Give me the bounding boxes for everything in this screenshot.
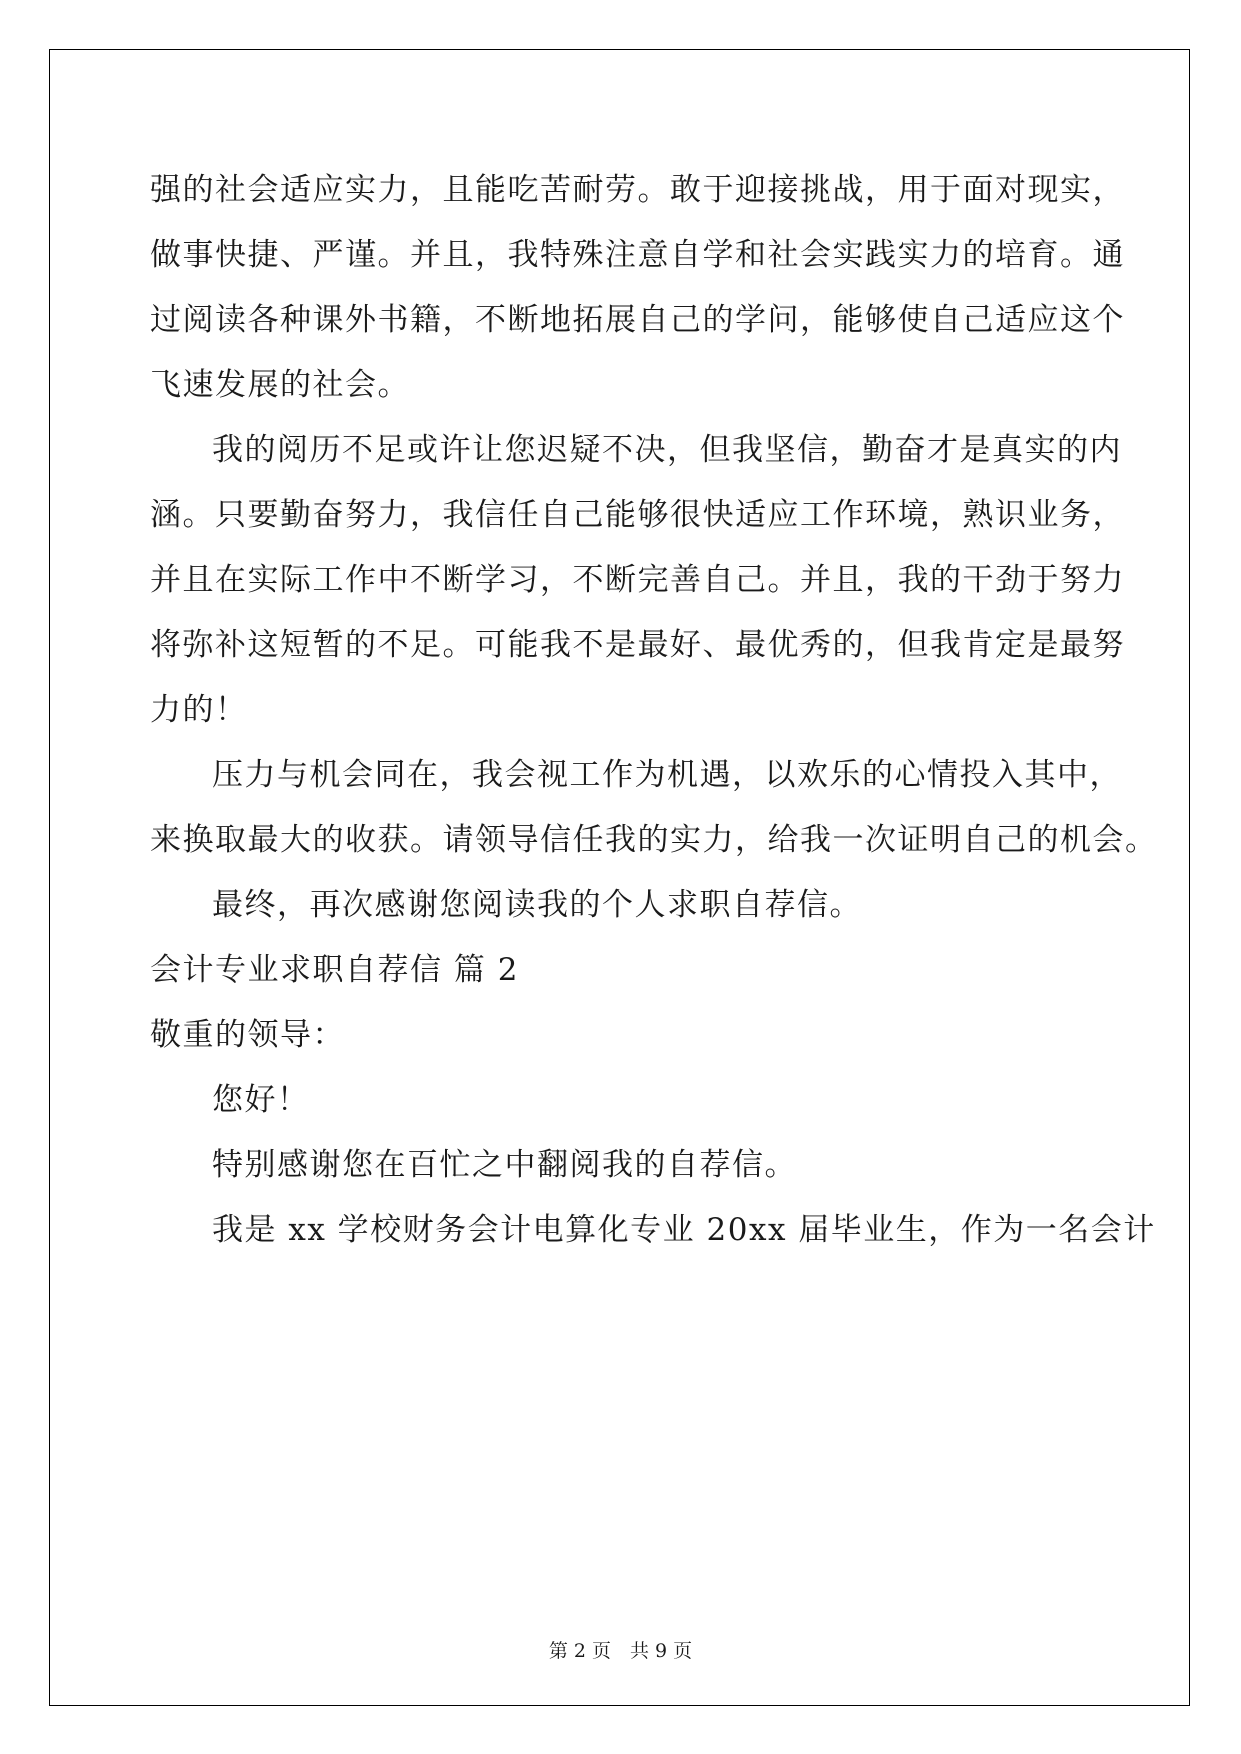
text-line: 来换取最大的收获。请领导信任我的实力，给我一次证明自己的机会。: [150, 822, 1158, 858]
paragraph-start-line: 我的阅历不足或许让您迟疑不决，但我坚信，勤奋才是真实的内: [212, 432, 1122, 468]
text-line: 将弥补这短暂的不足。可能我不是最好、最优秀的，但我肯定是最努: [150, 627, 1125, 663]
text-line: 强的社会适应实力，且能吃苦耐劳。敢于迎接挑战，用于面对现实，: [150, 172, 1125, 208]
paragraph-start-line: 我是 xx 学校财务会计电算化专业 20xx 届毕业生，作为一名会计: [212, 1212, 1156, 1248]
text-line: 涵。只要勤奋努力，我信任自己能够很快适应工作环境，熟识业务，: [150, 497, 1125, 533]
greeting: 您好！: [212, 1082, 310, 1118]
text-line: 过阅读各种课外书籍，不断地拓展自己的学问，能够使自己适应这个: [150, 302, 1125, 338]
document-body: [150, 158, 1158, 1263]
text-line: 并且在实际工作中不断学习，不断完善自己。并且，我的干劲于努力: [150, 562, 1125, 598]
text-line: 做事快捷、严谨。并且，我特殊注意自学和社会实践实力的培育。通: [150, 237, 1125, 273]
text-line: 飞速发展的社会。: [150, 367, 410, 403]
paragraph-start-line: 压力与机会同在，我会视工作为机遇，以欢乐的心情投入其中，: [212, 757, 1122, 793]
paragraph-start-line: 特别感谢您在百忙之中翻阅我的自荐信。: [212, 1147, 797, 1183]
paragraph-start-line: 最终，再次感谢您阅读我的个人求职自荐信。: [212, 887, 862, 923]
salutation: 敬重的领导：: [150, 1017, 345, 1053]
text-line: 力的！: [150, 692, 248, 728]
page-number-footer: 第 2 页 共 9 页: [548, 1640, 693, 1662]
section-heading: 会计专业求职自荐信 篇 2: [150, 952, 519, 988]
